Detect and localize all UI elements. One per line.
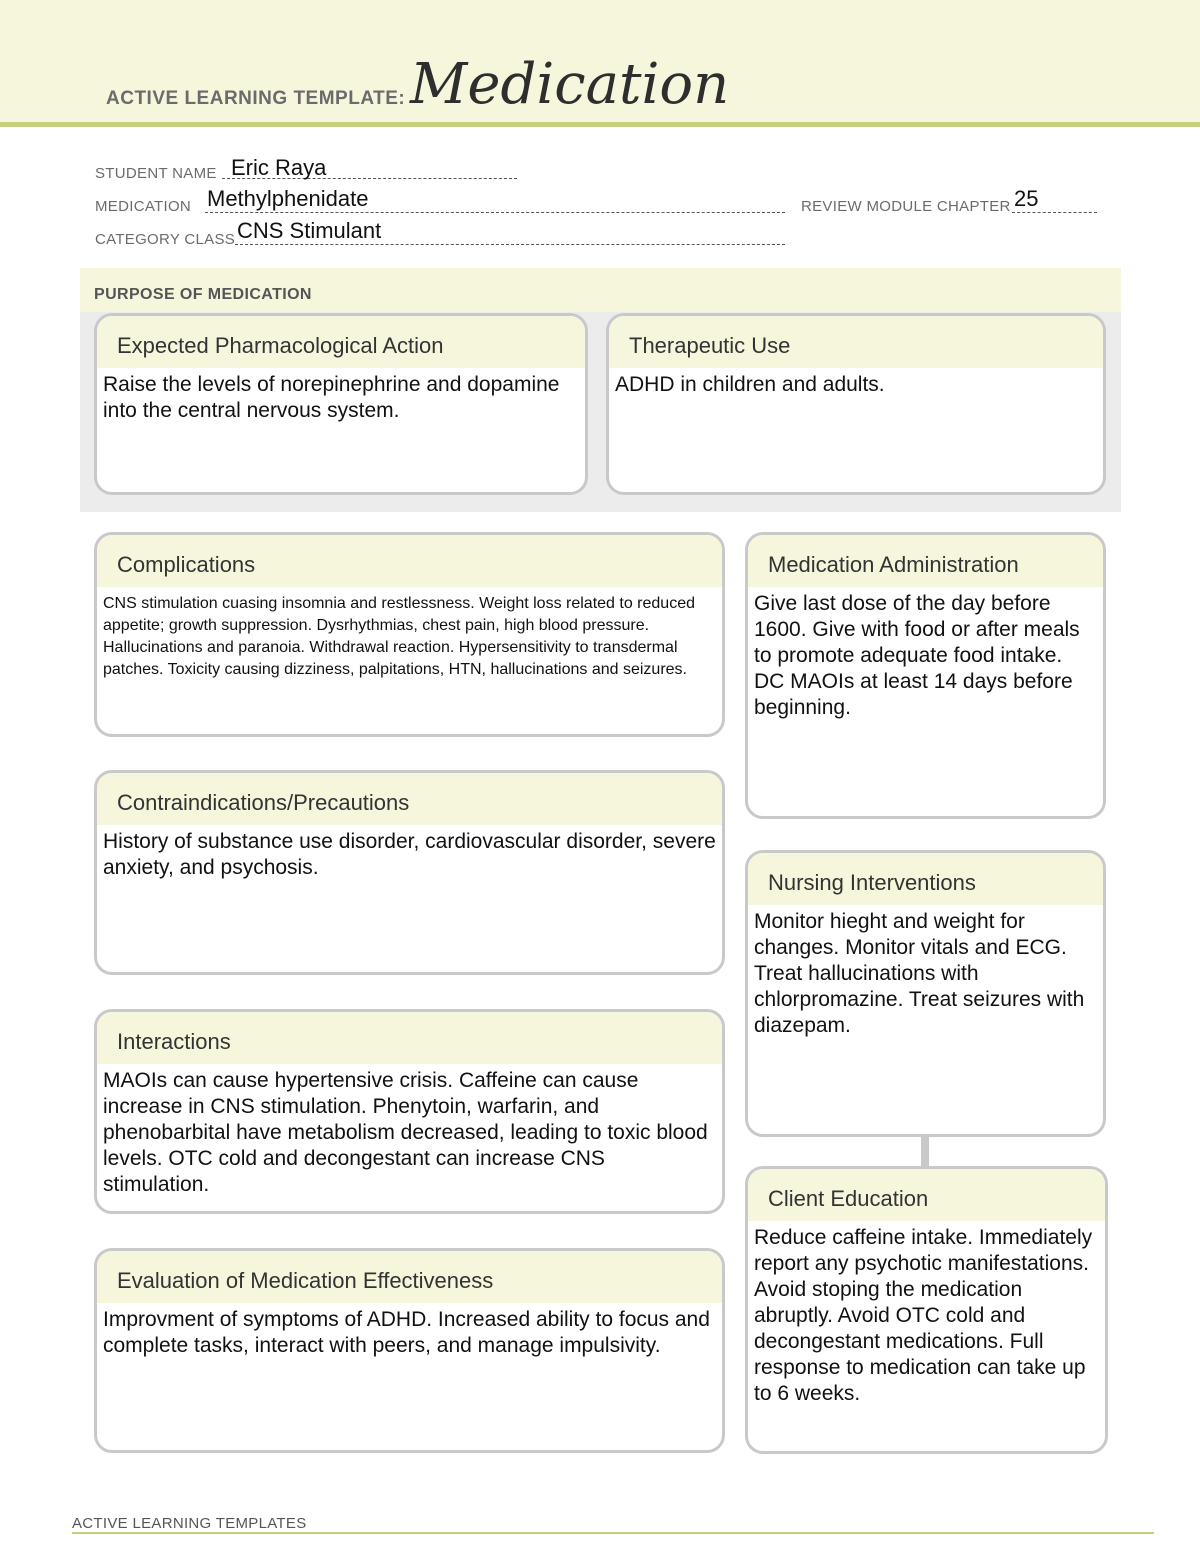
expected-action-title: Expected Pharmacological Action bbox=[97, 316, 585, 368]
evaluation-box bbox=[94, 1248, 725, 1453]
medication-line bbox=[205, 212, 785, 213]
expected-action-text[interactable]: Raise the levels of norepinephrine and dopamine into the central nervous system. bbox=[103, 373, 560, 422]
complications-text[interactable]: CNS stimulation cuasing insomnia and restlessness. Weight loss related to reduced appetite; growth suppression. Dysrhythmias, chest pain, high blood pressure. Hallucinations and paranoia. Withdrawal reaction. Hypersensitivity to transdermal patches. Toxicity causing dizziness, palpitations, HTN, hallucinations and seizures. bbox=[103, 595, 695, 678]
client-education-text[interactable]: Reduce caffeine intake. Immediately report any psychotic manifestations. Avoid stoping the medication abruptly. Avoid OTC cold and decongestant medications. Full response to medication can take up to 6 weeks. bbox=[754, 1226, 1093, 1405]
therapeutic-use-text[interactable]: ADHD in children and adults. bbox=[615, 373, 885, 396]
therapeutic-use-box bbox=[606, 313, 1106, 495]
footer-rule bbox=[72, 1532, 1154, 1534]
footer-label: ACTIVE LEARNING TEMPLATES bbox=[72, 1515, 307, 1532]
interactions-title: Interactions bbox=[97, 1012, 722, 1064]
administration-text[interactable]: Give last dose of the day before 1600. Give with food or after meals to promote adequate food intake. DC MAOIs at least 14 days before beginning. bbox=[754, 592, 1080, 719]
review-chapter-label: REVIEW MODULE CHAPTER bbox=[801, 198, 1011, 215]
nursing-interventions-text[interactable]: Monitor hieght and weight for changes. Monitor vitals and ECG. Treat hallucinations with chlorpromazine. Treat seizures with diazepam. bbox=[754, 910, 1085, 1037]
therapeutic-use-title: Therapeutic Use bbox=[609, 316, 1103, 368]
category-class-label: CATEGORY CLASS bbox=[95, 231, 236, 248]
category-class-line bbox=[235, 244, 785, 245]
student-name-field[interactable]: Eric Raya bbox=[231, 155, 327, 180]
review-chapter-line bbox=[1012, 212, 1097, 213]
header-rule bbox=[0, 122, 1200, 127]
box-connector bbox=[921, 1135, 929, 1167]
medication-field[interactable]: Methylphenidate bbox=[207, 186, 369, 211]
nursing-interventions-box bbox=[745, 850, 1106, 1137]
template-label: ACTIVE LEARNING TEMPLATE: bbox=[106, 88, 406, 109]
expected-action-box bbox=[94, 313, 588, 495]
evaluation-text[interactable]: Improvment of symptoms of ADHD. Increased ability to focus and complete tasks, interact with peers, and manage impulsivity. bbox=[103, 1308, 710, 1357]
page-title: Medication bbox=[410, 52, 730, 117]
medication-label: MEDICATION bbox=[95, 198, 192, 215]
administration-title: Medication Administration bbox=[748, 535, 1103, 587]
nursing-interventions-title: Nursing Interventions bbox=[748, 853, 1103, 905]
contraindications-box bbox=[94, 770, 725, 975]
contraindications-title: Contraindications/Precautions bbox=[97, 773, 722, 825]
client-education-box bbox=[745, 1166, 1108, 1454]
student-name-label: STUDENT NAME bbox=[95, 165, 217, 182]
administration-box bbox=[745, 532, 1106, 819]
interactions-text[interactable]: MAOIs can cause hypertensive crisis. Caffeine can cause increase in CNS stimulation. Phenytoin, warfarin, and phenobarbital have metabolism decreased, leading to toxic blood levels. OTC cold and decongestant can increase CNS stimulation. bbox=[103, 1069, 708, 1196]
contraindications-text[interactable]: History of substance use disorder, cardiovascular disorder, severe anxiety, and psychosis. bbox=[103, 830, 716, 879]
evaluation-title: Evaluation of Medication Effectiveness bbox=[97, 1251, 722, 1303]
interactions-box bbox=[94, 1009, 725, 1214]
client-education-title: Client Education bbox=[748, 1169, 1105, 1221]
review-chapter-field[interactable]: 25 bbox=[1014, 186, 1039, 211]
purpose-label: PURPOSE OF MEDICATION bbox=[94, 286, 312, 303]
complications-box bbox=[94, 532, 725, 737]
category-class-field[interactable]: CNS Stimulant bbox=[237, 218, 382, 243]
complications-title: Complications bbox=[97, 535, 722, 587]
